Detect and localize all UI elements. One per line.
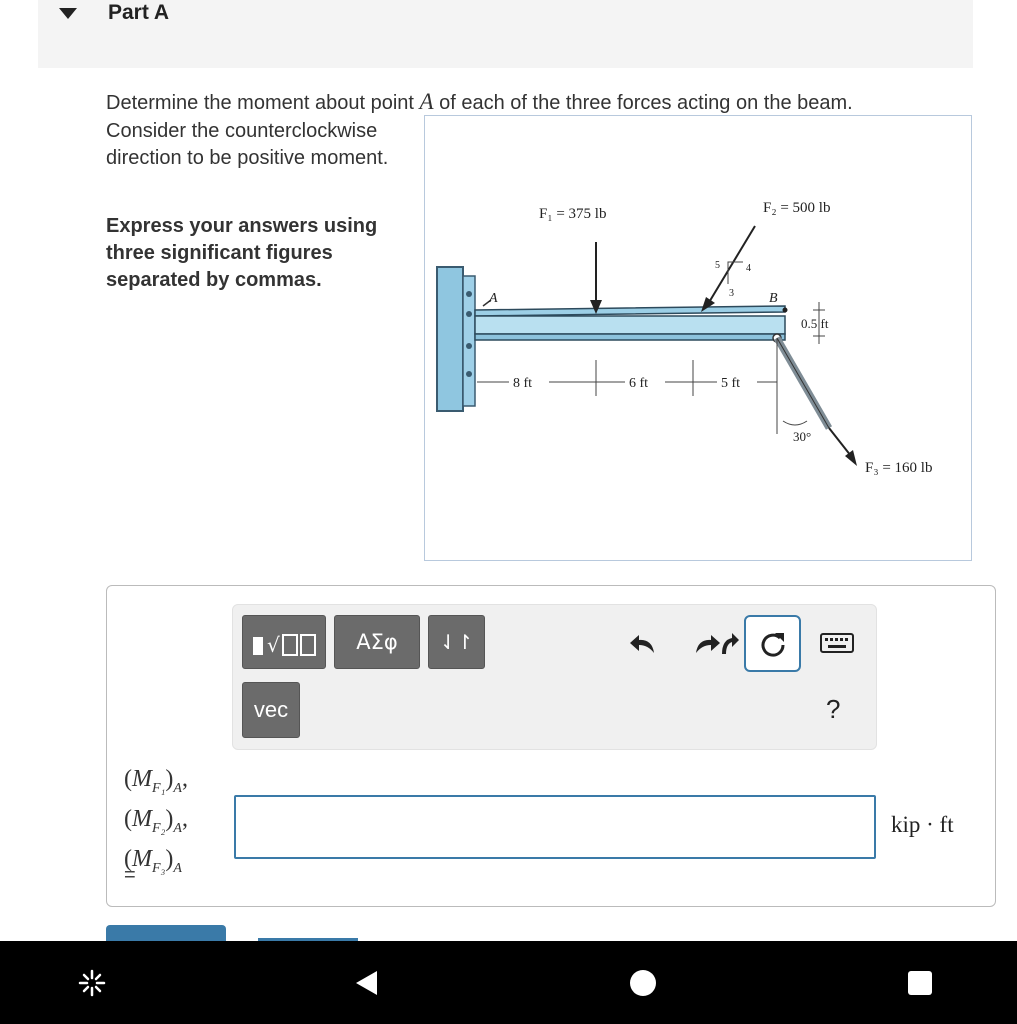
- templates-icon: [249, 625, 319, 659]
- beam-web: [475, 316, 785, 334]
- vec-button[interactable]: vec: [242, 682, 300, 738]
- point-b: [783, 308, 788, 313]
- answer-instructions: Express your answers using three significant figures separated by commas.: [106, 215, 378, 291]
- bolt: [466, 291, 472, 297]
- help-button[interactable]: ?: [826, 694, 841, 724]
- problem-line-1: Determine the moment about point A of each of the three forces acting on the beam.: [106, 89, 853, 114]
- back-icon: [351, 968, 381, 998]
- wall: [437, 267, 463, 411]
- back-button[interactable]: [346, 963, 386, 1003]
- keyboard-button[interactable]: [818, 625, 856, 661]
- part-title: Part A: [108, 1, 170, 24]
- system-navbar: [0, 941, 1017, 1024]
- undo-icon: [628, 631, 656, 655]
- home-button[interactable]: [623, 963, 663, 1003]
- label-dim-6: 6 ft: [629, 376, 649, 391]
- label-point-b: B: [769, 291, 778, 306]
- keyboard-icon: [820, 633, 854, 653]
- label-dim-05: 0.5 ft: [801, 316, 829, 331]
- beam-top-flange: [475, 306, 785, 316]
- templates-button[interactable]: [242, 615, 326, 669]
- units-label: kip · ft: [891, 812, 954, 837]
- answer-label: $(M_{F_1})_A$, $(M_{F_2})_A$, $(M_{F_3})_A$: [124, 766, 188, 876]
- collapse-caret-icon[interactable]: [59, 8, 77, 19]
- label-f1: F₁ = 375 lb: [539, 206, 607, 222]
- label-f3: F₃ = 160 lb: [865, 460, 933, 476]
- recents-icon: [905, 968, 935, 998]
- greek-button[interactable]: ΑΣφ: [334, 615, 420, 669]
- slope-label-5: 5: [715, 260, 720, 271]
- f3-arrow-shaft: [829, 428, 851, 456]
- accessibility-icon: [77, 968, 107, 998]
- undo-button[interactable]: [624, 625, 660, 661]
- label-dim-5: 5 ft: [721, 376, 741, 391]
- reset-button[interactable]: [716, 625, 742, 661]
- svg-text:√: √: [267, 633, 280, 657]
- accessibility-button[interactable]: [72, 963, 112, 1003]
- home-icon: [628, 968, 658, 998]
- beam-diagram: [425, 116, 973, 562]
- answer-input[interactable]: [234, 795, 876, 859]
- f3-arrow-head: [845, 450, 857, 466]
- label-angle: 30°: [793, 429, 812, 444]
- bolt: [466, 311, 472, 317]
- equals-sign: =: [124, 864, 136, 886]
- bolt: [466, 343, 472, 349]
- refresh-icon: [758, 629, 788, 659]
- beam-figure: [424, 115, 972, 561]
- bolt: [466, 371, 472, 377]
- problem-line-rest: Consider the counterclockwise direction to be positive moment.: [106, 119, 389, 169]
- recents-button[interactable]: [900, 963, 940, 1003]
- refresh-button[interactable]: [744, 615, 801, 672]
- arrows-button[interactable]: ⇃↾: [428, 615, 485, 669]
- beam-bottom-flange: [475, 334, 785, 340]
- slope-label-3: 3: [729, 288, 734, 299]
- label-dim-8: 8 ft: [513, 376, 533, 391]
- label-point-a: A: [489, 291, 498, 306]
- part-header[interactable]: [38, 0, 973, 68]
- point-variable: A: [419, 89, 434, 114]
- slope-label-4: 4: [746, 263, 751, 274]
- reset-icon: [718, 630, 740, 656]
- submit-button[interactable]: [106, 925, 226, 942]
- label-f2: F₂ = 500 lb: [763, 200, 831, 216]
